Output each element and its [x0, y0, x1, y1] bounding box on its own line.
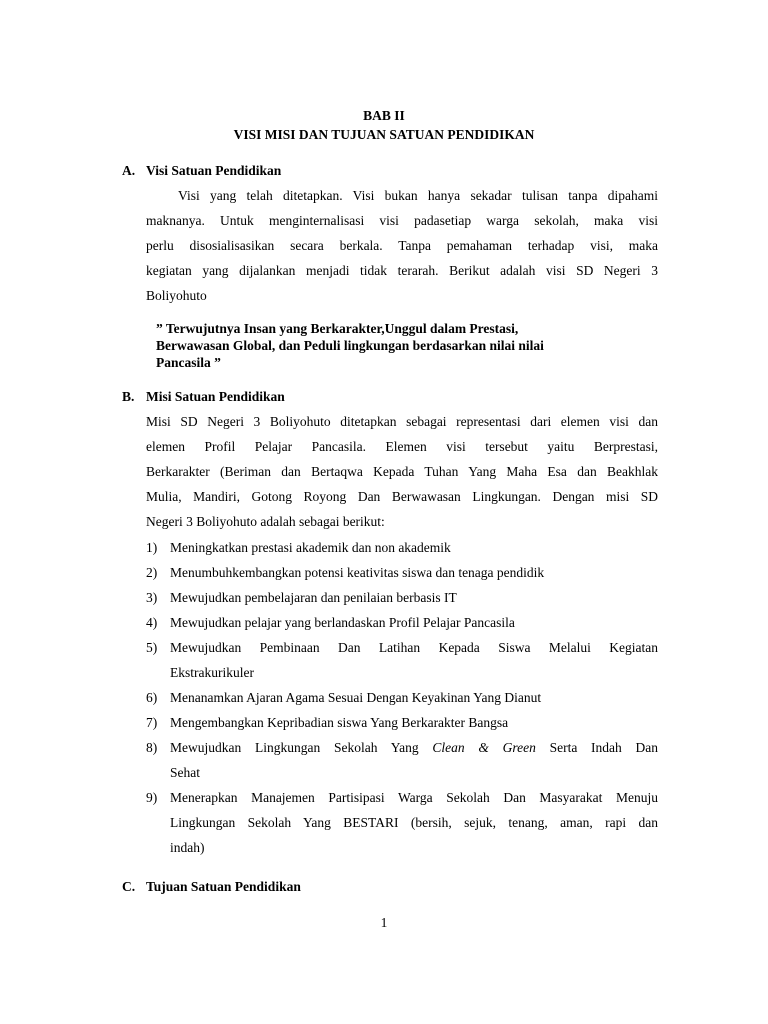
paragraph-line: perlu disosialisasikan secara berkala. Tanpa pemahaman terhadap visi, maka [146, 238, 658, 253]
list-number: 3) [146, 590, 158, 605]
list-item [146, 735, 658, 785]
vision-line: ” Terwujutnya Insan yang Berkarakter,Unggul dalam Prestasi, [156, 321, 519, 336]
section-b-paragraph [146, 409, 658, 534]
list-item [146, 535, 658, 560]
section-b-title: Misi Satuan Pendidikan [146, 389, 285, 404]
list-number: 1) [146, 540, 158, 555]
list-item [146, 635, 658, 685]
list-text: Mengembangkan Kepribadian siswa Yang Berkarakter Bangsa [170, 715, 509, 730]
list-number: 5) [146, 640, 158, 655]
list-item [146, 610, 658, 635]
list-item [146, 560, 658, 585]
list-text-italic: Clean & Green [432, 740, 536, 755]
paragraph-line: kegiatan yang dijalankan menjadi tidak terarah. Berikut adalah visi SD Negeri 3 [146, 263, 658, 278]
list-text: Mewujudkan pelajar yang berlandaskan Profil Pelajar Pancasila [170, 615, 515, 630]
list-text-part: Serta Indah Dan [535, 740, 658, 755]
paragraph-line: Boliyohuto [146, 288, 207, 303]
list-text: Ekstrakurikuler [170, 665, 254, 680]
section-b-heading [122, 388, 285, 406]
list-number: 8) [146, 740, 158, 755]
list-text: indah) [170, 840, 205, 855]
list-text-part: Mewujudkan Lingkungan Sekolah Yang [170, 740, 433, 755]
vision-statement [156, 320, 626, 371]
list-number: 9) [146, 790, 158, 805]
list-number: 6) [146, 690, 158, 705]
list-text: Mewujudkan pembelajaran dan penilaian berbasis IT [170, 590, 457, 605]
list-number: 7) [146, 715, 158, 730]
list-text: Mewujudkan Pembinaan Dan Latihan Kepada Siswa Melalui Kegiatan [170, 640, 658, 655]
list-item [146, 585, 658, 610]
mission-list [146, 535, 658, 860]
list-text: Menumbuhkembangkan potensi keativitas siswa dan tenaga pendidik [170, 565, 545, 580]
paragraph-line: Negeri 3 Boliyohuto adalah sebagai berikut: [146, 514, 385, 529]
paragraph-line: Berkarakter (Beriman dan Bertaqwa Kepada Tuhan Yang Maha Esa dan Beakhlak [146, 464, 658, 479]
list-item [146, 685, 658, 710]
chapter-label: BAB II [363, 108, 405, 123]
page-number: 1 [380, 915, 388, 930]
paragraph-line: Mulia, Mandiri, Gotong Royong Dan Berwawasan Lingkungan. Dengan misi SD [146, 489, 658, 504]
list-number: 2) [146, 565, 158, 580]
list-item [146, 710, 658, 735]
section-a-title: Visi Satuan Pendidikan [146, 163, 282, 178]
section-b-label: B. [122, 389, 135, 404]
list-text: Sehat [170, 765, 200, 780]
paragraph-line: elemen Profil Pelajar Pancasila. Elemen visi tersebut yaitu Berprestasi, [146, 439, 658, 454]
vision-line: Pancasila ” [156, 355, 221, 370]
paragraph-line: maknanya. Untuk menginternalisasi visi padasetiap warga sekolah, maka visi [146, 213, 658, 228]
chapter-title: VISI MISI DAN TUJUAN SATUAN PENDIDIKAN [233, 127, 535, 142]
vision-line: Berwawasan Global, dan Peduli lingkungan berdasarkan nilai nilai [156, 338, 544, 353]
list-number: 4) [146, 615, 158, 630]
list-text: Lingkungan Sekolah Yang BESTARI (bersih, sejuk, tenang, aman, rapi dan [170, 815, 658, 830]
section-a-paragraph [146, 183, 658, 308]
list-text: Meningkatkan prestasi akademik dan non akademik [170, 540, 451, 555]
list-text: Menerapkan Manajemen Partisipasi Warga Sekolah Dan Masyarakat Menuju [170, 790, 658, 805]
section-c-heading [122, 878, 301, 896]
paragraph-line: Misi SD Negeri 3 Boliyohuto ditetapkan sebagai representasi dari elemen visi dan [146, 414, 658, 429]
list-text: Menanamkan Ajaran Agama Sesuai Dengan Keyakinan Yang Dianut [170, 690, 542, 705]
list-text [170, 735, 658, 760]
section-a-heading [122, 162, 281, 180]
section-c-title: Tujuan Satuan Pendidikan [146, 879, 301, 894]
section-c-label: C. [122, 879, 136, 894]
paragraph-line: Visi yang telah ditetapkan. Visi bukan hanya sekadar tulisan tanpa dipahami [178, 188, 658, 203]
list-item [146, 785, 658, 860]
section-a-label: A. [122, 163, 136, 178]
